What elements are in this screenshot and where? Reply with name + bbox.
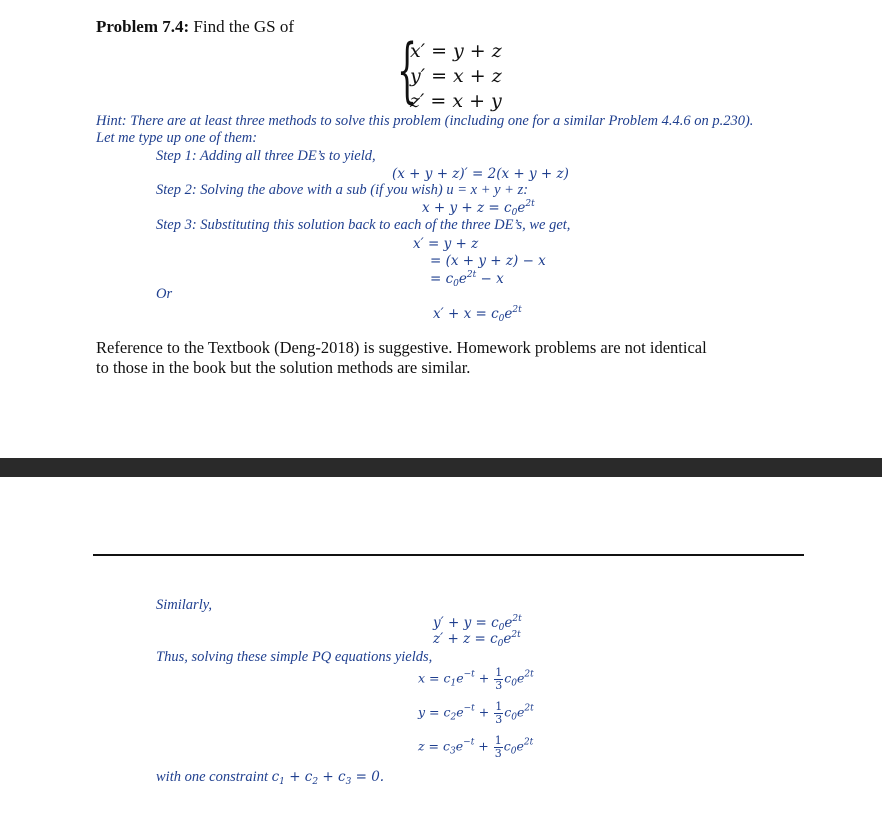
reference-line-2: to those in the book but the solution methods are similar. <box>96 358 471 377</box>
constraint-line <box>156 766 384 787</box>
hint-line-1: Hint: There are at least three methods to solve this problem (including one for a similar Problem 4.4.6 on p.230). <box>96 113 754 129</box>
step3-line-1: x′ = y + z <box>413 236 479 252</box>
step2-text: Step 2: Solving the above with a sub (if you wish) u = x + y + z: <box>156 182 529 198</box>
step3-text: Step 3: Substituting this solution back to each of the three DE’s, we get, <box>156 217 571 233</box>
horizontal-rule <box>93 554 804 556</box>
problem-label: Problem 7.4: <box>96 17 190 36</box>
step1-eq: (x + y + z)′ = 2(x + y + z) <box>392 166 569 182</box>
eq-z: $z' + z = c_0e^{2t}$ <box>433 630 521 649</box>
or-eq: $x' + x = c_0e^{2t}$ <box>433 305 522 324</box>
system-eq-3: z′ = x + y <box>410 90 502 112</box>
constraint-eq: $c_1 + c_2 + c_3 = 0$. <box>271 769 385 787</box>
step3-line-3: = $c_0e^{2t} - x$ <box>430 270 504 289</box>
step3-line-2: = (x + y + z) − x <box>430 253 546 269</box>
page-separator-bar <box>0 458 882 477</box>
eq-y: $y' + y = c_0e^{2t}$ <box>433 614 522 633</box>
solution-x: $x = c_1e^{-t}$ + $\frac{1}{3}$ $c_0e^{2t}$ <box>418 666 534 692</box>
constraint-text: with one constraint <box>156 769 272 785</box>
hint-line-2: Let me type up one of them: <box>96 130 258 146</box>
reference-line-1: Reference to the Textbook (Deng-2018) is suggestive. Homework problems are not identical <box>96 338 707 357</box>
similarly-label: Similarly, <box>156 597 212 613</box>
problem-text: Find the GS of <box>193 17 295 36</box>
step1-text: Step 1: Adding all three DE’s to yield, <box>156 148 376 164</box>
left-brace: { <box>397 29 418 111</box>
system-eq-1: x′ = y + z <box>410 40 502 62</box>
solution-y: $y = c_2e^{-t}$ + $\frac{1}{3}$ $c_0e^{2t}$ <box>418 700 534 726</box>
solution-z: $z = c_3e^{-t}$ + $\frac{1}{3}$ $c_0e^{2t}$ <box>418 734 534 760</box>
thus-text: Thus, solving these simple PQ equations yields, <box>156 649 433 665</box>
system-eq-2: y′ = x + z <box>410 65 502 87</box>
problem-heading <box>96 17 294 37</box>
or-label: Or <box>156 286 173 302</box>
step2-eq: $x + y + z = c_0e^{2t}$ <box>422 199 535 218</box>
